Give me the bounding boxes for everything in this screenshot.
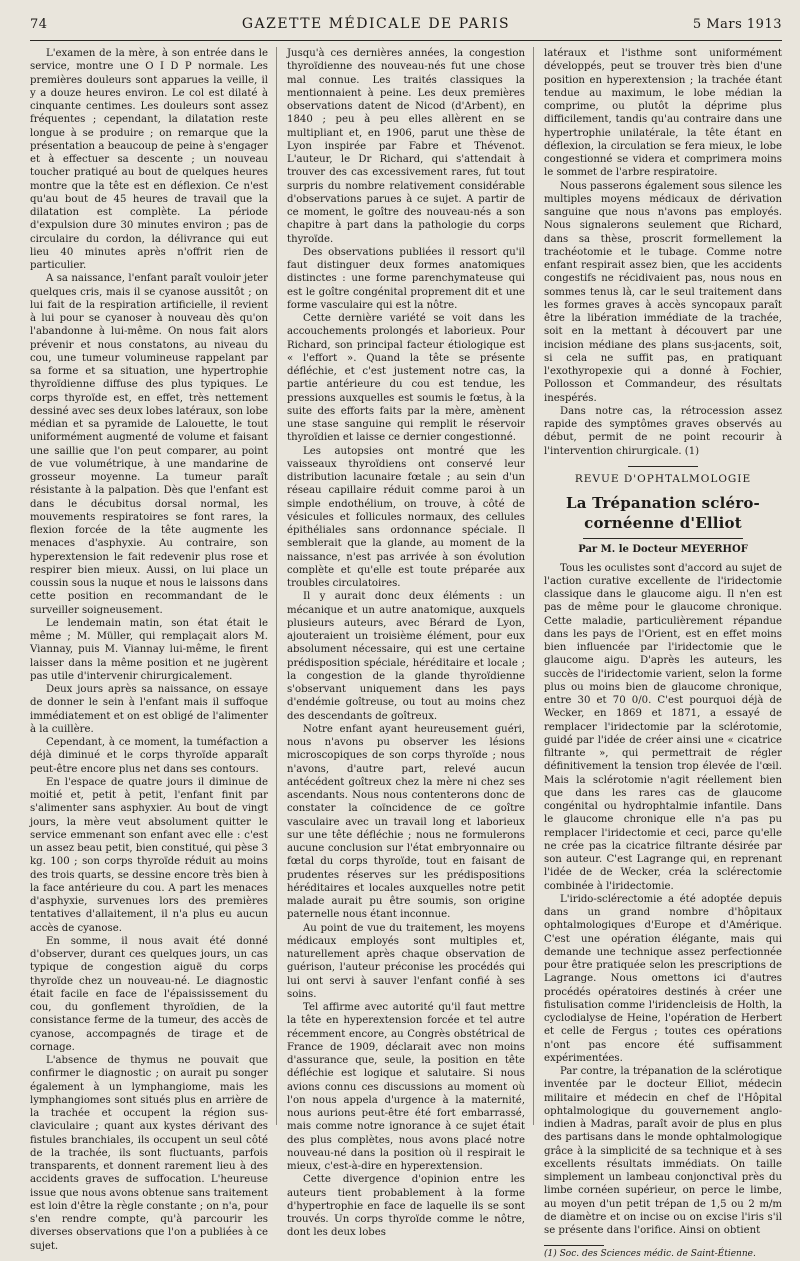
paragraph: En somme, il nous avait été donné d'observer, durant ces quelques jours, un cas typique de congestion aiguë du corps thyroïde chez un nouveau-né. Le diagnostic était facile en face de l'épaississement du cou, du gonflement thyroïdien, de la consistance ferme de la tumeur, des accès de cyanose, accompagnés de tirage et de cornage.: [30, 935, 268, 1053]
paragraph: L'examen de la mère, à son entrée dans le service, montre une O I D P normale. Les premières douleurs sont apparues la veille, il y a douze heures environ. Le col est dilaté à cinquante centimes. Les douleurs sont assez fréquentes ; cependant, la dilatation reste longue à se produire ; on remarque que la présentation a beaucoup de peine à s'engager et à effectuer sa descente ; un nouveau toucher pratiqué au bout de quelques heures montre que la tête est en déflexion. Ce n'est qu'au bout de 45 heures de travail que la dilatation est complète. La période d'expulsion dure 30 minutes environ ; pas de circulaire du cordon, la délivrance qui eut lieu 40 minutes après n'offrit rien de particulier.: [30, 48, 268, 271]
section-divider: [628, 466, 698, 467]
paragraph: Les autopsies ont montré que les vaisseaux thyroïdiens ont conservé leur distribution lacunaire fœtale ; au sein d'un réseau capillaire réduit comme paroi à un simple endothélium, on trouve, à côté de vésicules et follicules normaux, des cellules épithéliales sans ordonnance spéciale. Il semblerait que la glande, au moment de la naissance, n'est pas arrivée à son évolution complète et qu'elle est toute préparée aux troubles circulatoires.: [287, 445, 525, 589]
paragraph: En l'espace de quatre jours il diminue de moitié et, petit à petit, l'enfant finit par s'alimenter sans asphyxier. Au bout de vingt jours, la mère veut absolument quitter le service emmenant son enfant avec elle : c'est un assez beau petit, bien constitué, qui pèse 3 kg. 100 ; son corps thyroïde réduit au moins des trois quarts, se dessine encore très bien à la face antérieure du cou. A part les menaces d'asphyxie, survenues lors des premières tentatives d'allaitement, il n'a plus eu aucun accès de cyanose.: [30, 776, 268, 934]
column-2: [287, 47, 534, 1239]
paragraph: Au point de vue du traitement, les moyens médicaux employés sont multiples et, naturellement après chaque observation de guérison, l'auteur préconise les procédés qui lui ont servi à sauver l'enfant confié à ses soins.: [287, 922, 525, 1000]
paragraph: Cette dernière variété se voit dans les accouchements prolongés et laborieux. Pour Richard, son principal facteur étiologique est « l'effort ». Quand la tête se présente défléchie, et c'est justement notre cas, la partie antérieure du cou est tendue, les pressions auxquelles est soumis le fœtus, à la suite des efforts faits par la mère, amènent une stase sanguine qui remplit le réservoir thyroïdien et laisse ce dernier congestionné.: [287, 313, 525, 444]
paragraph: L'irido-sclérectomie a été adoptée depuis dans un grand nombre d'hôpitaux ophtalmologiques d'Europe et d'Amérique. C'est une opération élégante, mais qui demande une technique assez perfectionnée pour être pratiquée selon les prescriptions de Lagrange. Nous omettons ici d'autres procédés opératoires destinés à créer une fistulisation comme l'iridencleisis de Holth, la cyclodialyse de Heine, l'opération de Herbert et celle de Fergus ; toutes ces opérations n'ont pas encore été suffisamment expérimentées.: [544, 893, 782, 1064]
article-title: La Trépanation scléro-cornéenne d'Elliot: [566, 494, 760, 532]
column-1: [30, 47, 277, 1252]
paragraph: Cette divergence d'opinion entre les auteurs tient probablement à la forme d'hypertrophie en face de laquelle ils se sont trouvés. Un corps thyroïde comme le nôtre, dont les deux lobes: [287, 1174, 525, 1239]
column-3: [544, 47, 782, 1260]
byline: Par M. le Docteur MEYERHOF: [578, 543, 748, 555]
paragraph: Dans notre cas, la rétrocession assez rapide des symptômes graves observés au début, permit de ne point recourir à l'intervention chirurgicale. (1): [544, 405, 782, 457]
three-column-body: [30, 47, 782, 1260]
running-head: [30, 16, 782, 38]
paragraph: Cependant, à ce moment, la tuméfaction a déjà diminué et le corps thyroïde apparaît peut-être encore plus net dans ses contours.: [30, 737, 268, 775]
title-underline: [583, 538, 743, 539]
footnote: (1) Soc. des Sciences médic. de Saint-Étienne.: [544, 1249, 756, 1260]
paragraph: L'absence de thymus ne pouvait que confirmer le diagnostic ; on aurait pu songer également à un lymphangiome, mais les lymphangiomes sont situés plus en arrière de la trachée et occupent la région sus-claviculaire ; quant aux kystes dérivant des fistules branchiales, ils occupent un seul côté de la trachée, ils sont fluctuants, parfois transparents, et donnent rarement lieu à des accidents graves de suffocation. L'heureuse issue que nous avons obtenue sans traitement est loin d'être la règle constante ; on n'a, pour s'en rendre compte, qu'à parcourir les diverses observations que l'on a publiées à ce sujet.: [30, 1055, 268, 1252]
paragraph: Par contre, la trépanation de la sclérotique inventée par le docteur Elliot, médecin militaire et médecin en chef de l'Hôpital ophtalmologique du gouvernement anglo-indien à Madras, paraît avoir de plus en plus des partisans dans le monde ophtalmologique grâce à la simplicité de sa technique et à ses excellents résultats immédiats. On taille simplement un lambeau conjonctival près du limbe cornéen supérieur, on perce le limbe, au moyen d'un petit trépan de 1,5 ou 2 m/m de diamètre et on incise ou on excise l'iris s'il se présente dans l'orifice. Ainsi on obtient: [544, 1066, 782, 1237]
footnote-divider: [544, 1245, 604, 1246]
paragraph: Jusqu'à ces dernières années, la congestion thyroïdienne des nouveau-nés fut une chose mal connue. Les traités classiques la mentionnaient à peine. Les deux premières observations datent de Nicod (d'Arbent), en 1840 ; peu à peu elles allèrent en se multipliant et, en 1906, parut une thèse de Lyon inspirée par Fabre et Thévenot. L'auteur, le Dr Richard, qui s'attendait à trouver des cas excessivement rares, fut tout surpris du nombre relativement considérable d'observations parues à ce sujet. A partir de ce moment, le goître des nouveau-nés a son chapitre à part dans la pathologie du corps thyroïde.: [287, 48, 525, 245]
paragraph: A sa naissance, l'enfant paraît vouloir jeter quelques cris, mais il se cyanose aussitôt ; on lui fait de la respiration artificielle, il revient à lui pour se cyanoser à nouveau dès qu'on l'abandonne à lui-même. On nous fait alors prévenir et nous constatons, au niveau du cou, une tumeur volumineuse rappelant par sa forme et sa situation, une hypertrophie thyroïdienne diffuse des plus typiques. Le corps thyroïde est, en effet, très nettement dessiné avec ses deux lobes latéraux, son lobe médian et sa pyramide de Lalouette, le tout uniformément augmenté de volume et faisant une saillie que l'on peut comparer, au point de vue volumétrique, à une mandarine de grosseur moyenne. La tumeur paraît résistante à la palpation. Dès que l'enfant est dans le décubitus dorsal normal, les mouvements respiratoires se font rares, la flexion forcée de la tête augmente les menaces d'asphyxie. Au contraire, son hyperextension le fait redevenir plus rose et respirer bien mieux. Aussi, on lui place un coussin sous la nuque et nous le laissons dans cette position en recommandant de le surveiller soigneusement.: [30, 273, 268, 616]
page-number: 74: [30, 17, 48, 32]
issue-date: 5 Mars 1913: [692, 17, 782, 32]
paragraph: Nous passerons également sous silence les multiples moyens médicaux de dérivation sanguine que nous n'avons pas employés. Nous signalerons seulement que Richard, dans sa thèse, proscrit formellement la trachéotomie et le tubage. Comme notre enfant respirait assez bien, que les accidents congestifs ne récidivaient pas, nous nous en sommes tenus là, car le seul traitement dans les formes graves à accès syncopaux paraît être la libération immédiate de la trachée, soit en la mettant à découvert par une incision médiane des plans sus-jacents, soit, si cela ne suffit pas, en pratiquant l'exothyropexie qui a donné à Fochier, Pollosson et Commandeur, des résultats inespérés.: [544, 180, 782, 404]
paragraph: latéraux et l'isthme sont uniformément développés, peut se trouver très bien d'une position en hyperextension ; la trachée étant tendue au maximum, le lobe médian la comprime, ou plutôt la déprime plus difficilement, tandis qu'au contraire dans une hypertrophie unilatérale, la tête étant en déflexion, la circulation se fera mieux, le lobe congestionné se videra et comprimera moins le sommet de l'arbre respiratoire.: [544, 48, 782, 179]
paragraph: Deux jours après sa naissance, on essaye de donner le sein à l'enfant mais il suffoque immédiatement et on est obligé de l'alimenter à la cuillère.: [30, 684, 268, 735]
section-title: REVUE D'OPHTALMOLOGIE: [574, 472, 752, 485]
header-rule: [30, 40, 782, 41]
paragraph: Il y aurait donc deux éléments : un mécanique et un autre anatomique, auxquels plusieurs auteurs, avec Bérard de Lyon, ajouteraient un troisième élément, pour eux absolument nécessaire, qui est une certaine prédisposition spéciale, héréditaire et locale ; la congestion de la glande thyroïdienne s'observant uniquement dans les pays d'endémie goîtreuse, ou tout au moins chez des descendants de goîtreux.: [287, 591, 525, 722]
journal-title: GAZETTE MÉDICALE DE PARIS: [241, 16, 511, 32]
paragraph: Tous les oculistes sont d'accord au sujet de l'action curative excellente de l'iridectomie classique dans le glaucome aigu. Il n'en est pas de même pour le glaucome chronique. Cette maladie, particulièrement répandue dans les pays de l'Orient, est en effet moins bien influencée par l'iridectomie que le glaucome aigu. D'après les auteurs, les succès de l'iridectomie varient, selon la forme plus ou moins bien de glaucome chronique, entre 30 et 70 0/0. C'est pourquoi déjà de Wecker, en 1869 et 1871, a essayé de remplacer l'iridectomie par la sclérotomie, guidé par l'idée de créer ainsi une « cicatrice filtrante », qui permettrait de régler définitivement la tension trop élevée de l'œil. Mais la sclérotomie n'agit réellement bien que dans les rares cas de glaucome congénital ou hydrophtalmie infantile. Dans le glaucome chronique elle n'a pas pu remplacer l'iridectomie et ceci, parce qu'elle ne crée pas la cicatrice filtrante désirée par son auteur. C'est Lagrange qui, en reprenant l'idée de de Wecker, créa la sclérectomie combinée à l'iridectomie.: [544, 562, 782, 892]
paragraph: Le lendemain matin, son état était le même ; M. Müller, qui remplaçait alors M. Viannay, puis M. Viannay lui-même, le firent laisser dans la même position et ne jugèrent pas utile d'intervenir chirurgicalement.: [30, 617, 268, 682]
paragraph: Tel affirme avec autorité qu'il faut mettre la tête en hyperextension forcée et tel autre récemment encore, au Congrès obstétrical de France de 1909, déclarait avec non moins d'assurance que, seule, la position en tête défléchie est logique et salutaire. Si nous avions connu ces discussions au moment où l'on nous appela d'urgence à la maternité, nous aurions peut-être été fort embarrassé, mais comme notre ignorance à ce sujet était des plus complètes, nous avons placé notre nouveau-né dans la position où il respirait le mieux, c'est-à-dire en hyperextension.: [287, 1002, 525, 1172]
paragraph: Des observations publiées il ressort qu'il faut distinguer deux formes anatomiques distinctes : une forme parenchymateuse qui est le goître congénital proprement dit et une forme vasculaire qui est la nôtre.: [287, 246, 525, 311]
paragraph: Notre enfant ayant heureusement guéri, nous n'avons pu observer les lésions microscopiques de son corps thyroïde ; nous n'avons, d'autre part, relevé aucun antécédent goîtreux chez la mère ni chez ses ascendants. Nous nous contenterons donc de constater la coïncidence de ce goître vasculaire avec un travail long et laborieux sur une tête défléchie ; nous ne formulerons aucune conclusion sur l'état embryonnaire ou fœtal du corps thyroïde, tout en faisant de prudentes réserves sur les prédispositions héréditaires et locales auxquelles notre petit malade aurait pu être soumis, son origine paternelle nous étant inconnue.: [287, 723, 525, 921]
